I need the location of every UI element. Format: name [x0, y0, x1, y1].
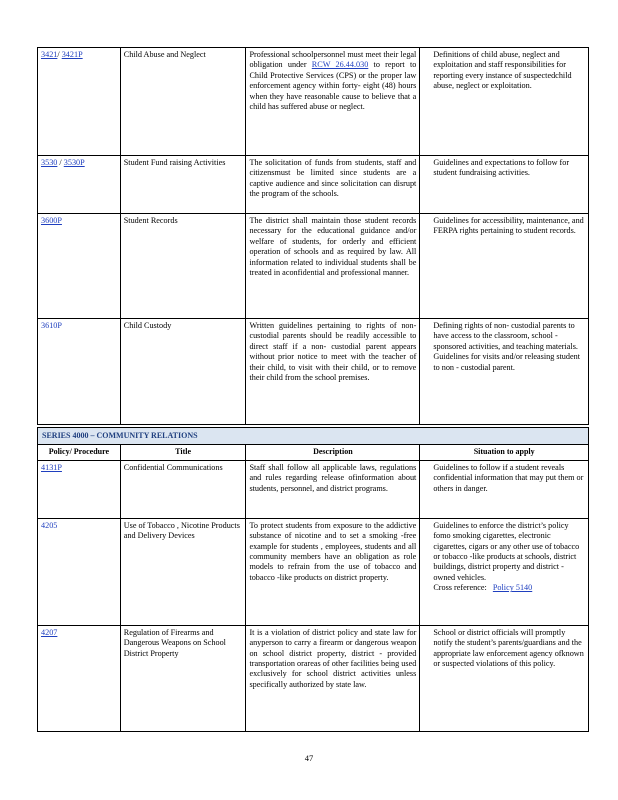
policy-cell: 3530 / 3530P	[38, 156, 121, 214]
title-cell: Use of Tobacco , Nicotine Products and Delivery Devices	[120, 518, 246, 625]
policy-table-4000	[37, 427, 589, 732]
bullet-icon	[423, 216, 433, 237]
policy-table-3000	[37, 47, 589, 425]
situation-cell: Definitions of child abuse, neglect and exploitation and staff responsibilities for reporting every instance of suspectedchild abuse, neglect or exploitation.	[420, 48, 589, 156]
title-cell: Regulation of Firearms and Dangerous Weapons on School District Property	[120, 625, 246, 731]
situation-cell: Guidelines and expectations to follow for student fundraising activities.	[420, 156, 589, 214]
column-header-row	[38, 445, 589, 460]
policy-cell: 4205	[38, 518, 121, 625]
policy-link-4131p[interactable]: 4131P	[41, 462, 62, 472]
description-cell: Professional schoolpersonnel must meet their legal obligation under RCW 26.44.030 to report to Child Protective Services (CPS) or the proper law enforcement agency within forty- eight (48) hours when they have reasonable cause to believe that a child has suffered abuse or neglect.	[246, 48, 420, 156]
page-number: 47	[304, 753, 314, 763]
description-cell: It is a violation of district policy and state law for anyperson to carry a firearm or dangerous weapon on school district property, district - provided transportation orareas of other facilities being used exclusively for school district activities unless specifically authorized by state law.	[246, 625, 420, 731]
column-header-title: Title	[120, 445, 246, 460]
policy-cell	[38, 460, 121, 518]
policy-5140-link[interactable]: Policy 5140	[492, 583, 533, 593]
rcw-link[interactable]: RCW 26.44.030	[311, 60, 369, 70]
policy-link-4207[interactable]: 4207	[41, 627, 58, 637]
bullet-icon	[423, 521, 433, 583]
table-row	[38, 319, 589, 425]
series-label: SERIES 4000 – COMMUNITY RELATIONS	[38, 428, 589, 445]
column-header-policy: Policy/ Procedure	[38, 445, 121, 460]
table-row	[38, 625, 589, 731]
description-cell: To protect students from exposure to the addictive substance of nicotine and to set a smoking -free example for students , employees, students and all community members have an obligation as role models to refrain from the use of tobacco and tobacco -like products on district property.	[246, 518, 420, 625]
policy-link-3530p[interactable]: 3530P	[63, 158, 85, 167]
title-cell: Student Fund raising Activities	[120, 156, 246, 214]
series-header-row	[38, 428, 589, 445]
title-cell: Child Abuse and Neglect	[120, 48, 246, 156]
situation-cell: School or district officials will promptly notify the student’s parents/guardians and the appropriate law enforcement agency ofknown or suspected violations of this policy.	[420, 625, 589, 731]
policy-link-3530[interactable]: 3530	[41, 158, 58, 167]
policy-cell	[38, 625, 121, 731]
situation-cell: Guidelines to enforce the district’s policy fomo smoking cigarettes, electronic cigarettes, cigars or any other use of tobacco or tobacco -like products at schools, district buildings, district property and district - owned vehicles. Cross reference: Policy 5140	[420, 518, 589, 625]
table-row	[38, 460, 589, 518]
title-cell: Confidential Communications	[120, 460, 246, 518]
bullet-icon	[423, 628, 433, 670]
description-cell: Staff shall follow all applicable laws, regulations and rules regarding release ofinformation about students, personnel, and district programs.	[246, 460, 420, 518]
title-cell: Student Records	[120, 214, 246, 319]
situation-cell: Guidelines to follow if a student reveals confidential information that may put them or others in danger.	[420, 460, 589, 518]
policy-cell	[38, 214, 121, 319]
policy-link-3421[interactable]: 3421	[41, 50, 58, 59]
table-row	[38, 48, 589, 156]
column-header-description: Description	[246, 445, 420, 460]
bullet-icon	[423, 583, 433, 593]
table-row	[38, 156, 589, 214]
policy-cell: 3610P	[38, 319, 121, 425]
bullet-icon	[423, 158, 433, 179]
table-row	[38, 518, 589, 625]
title-cell: Child Custody	[120, 319, 246, 425]
table-row	[38, 214, 589, 319]
column-header-situation: Situation to apply	[420, 445, 589, 460]
policy-cell: 3421/ 3421P	[38, 48, 121, 156]
bullet-icon	[423, 50, 433, 92]
bullet-icon	[423, 463, 433, 494]
policy-link-3600p[interactable]: 3600P	[41, 216, 62, 225]
bullet-icon	[423, 321, 433, 373]
situation-cell: Defining rights of non- custodial parents to have access to the classroom, school -sponsored activities, and teaching materials. Guidelines for visits and/or releasing student to non - custodial parent.	[420, 319, 589, 425]
policy-link-3421p[interactable]: 3421P	[61, 50, 83, 59]
description-cell: The district shall maintain those student records necessary for the educational guidance and/or welfare of students, for orderly and efficient operation of schools and as required by law. All information related to individual students shall be treated in aconfidential and professional manner.	[246, 214, 420, 319]
situation-cell: Guidelines for accessibility, maintenance, and FERPA rights pertaining to student records.	[420, 214, 589, 319]
description-cell: Written guidelines pertaining to rights of non- custodial parents should be readily accessible to direct staff if a non- custodial parent appears without prior notice to meet with the teacher of their child, to visit with their child, or to remove their child from the school premises.	[246, 319, 420, 425]
description-cell: The solicitation of funds from students, staff and citizensmust be limited since students are a captive audience and since solicitation can disrupt the program of the schools.	[246, 156, 420, 214]
